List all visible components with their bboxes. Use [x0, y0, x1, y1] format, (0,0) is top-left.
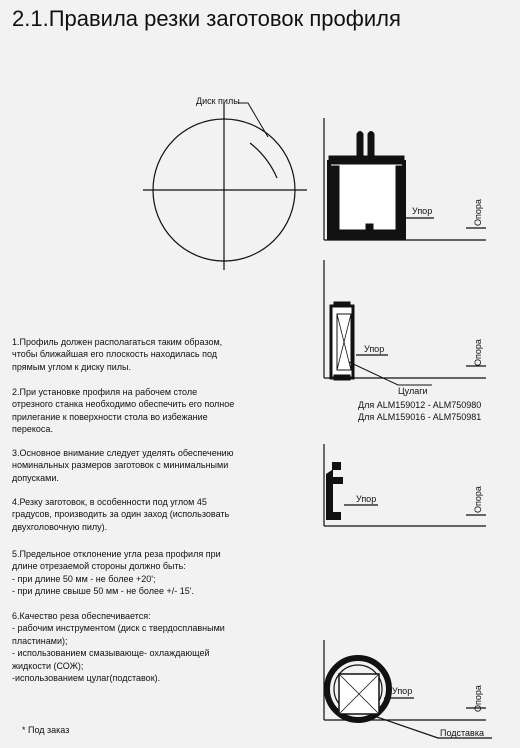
rule-6	[12, 610, 282, 684]
saw-disk-figure	[143, 103, 307, 270]
profile-1	[329, 132, 404, 239]
profile-3	[326, 462, 343, 520]
rule-1-line: 1.Профиль должен располагаться таким образом,	[12, 337, 223, 347]
support-label-4: Опора	[473, 685, 483, 712]
rule-2	[12, 386, 282, 436]
stop-label-4: Упор	[392, 686, 413, 696]
saw-disk-label: Диск пилы	[196, 96, 240, 106]
shims-label: Цулаги	[398, 386, 428, 396]
profile-4	[327, 658, 389, 720]
rule-4-line: градусов, производить за один заход (использовать	[12, 509, 230, 520]
rule-2-line: прилегание к поверхности стола во избежание	[12, 411, 208, 422]
rule-5	[12, 548, 282, 598]
rule-3-line: 3.Основное внимание следует уделять обеспечению	[12, 448, 234, 458]
rule-5-line: - при длине свыше 50 мм - не более +/- 15'.	[12, 586, 194, 597]
rule-6-line: - использованием смазывающе- охлаждающей	[12, 648, 210, 659]
stop-label-3: Упор	[356, 494, 377, 504]
rule-1-line: чтобы ближайшая его плоскость находилась под	[12, 349, 218, 360]
rule-2-line: 2.При установке профиля на рабочем столе	[12, 387, 198, 397]
stop-support-3	[324, 444, 486, 526]
footnote: * Под заказ	[22, 725, 70, 735]
profile-2	[331, 302, 353, 380]
support-label-3: Опора	[473, 486, 483, 513]
rule-6-line: - рабочим инструментом (диск с твердосплавными	[12, 623, 225, 634]
stop-label-1: Упор	[412, 206, 433, 216]
rule-3-line: номинальных размеров заготовок с минимальными	[12, 460, 229, 471]
saw-disk-leader	[238, 103, 268, 137]
rule-2-line: отрезного станка необходимо обеспечить его полное	[12, 399, 235, 410]
rule-4-line: двухголовочную пилу).	[12, 521, 108, 532]
rule-6-line: жидкости (СОЖ);	[12, 660, 84, 671]
rule-5-line: 5.Предельное отклонение угла реза профиля при	[12, 549, 221, 559]
rule-5-line: длине отрезаемой стороны должно быть:	[12, 561, 186, 572]
shims-leader	[349, 362, 432, 385]
rule-2-line: перекоса.	[12, 424, 53, 435]
rule-5-line: - при длине 50 мм - не более +20';	[12, 573, 156, 584]
rule-3	[12, 447, 282, 484]
rule-4	[12, 496, 282, 533]
rule-3-line: допусками.	[12, 472, 59, 483]
rule-6-line: пластинами);	[12, 635, 68, 646]
page-title: 2.1.Правила резки заготовок профиля	[12, 6, 401, 31]
base-label: Подставка	[440, 728, 484, 738]
support-label-1: Опора	[473, 199, 483, 226]
rule-1-line: прямым углом к диску пилы.	[12, 361, 132, 372]
support-label-2: Опора	[473, 339, 483, 366]
shims-for-line-1: Для ALM159012 - ALM750980	[358, 400, 482, 410]
disk-rotation-arc	[250, 143, 277, 178]
stop-label-2: Упор	[364, 344, 385, 354]
rule-6-line: 6.Качество реза обеспечивается:	[12, 611, 151, 621]
rule-6-line: -использованием цулаг(подставок).	[12, 673, 161, 684]
rule-1	[12, 336, 282, 373]
shims-for-line-2: Для ALM159016 - ALM750981	[358, 412, 482, 422]
rule-4-line: 4.Резку заготовок, в особенности под углом 45	[12, 497, 207, 507]
